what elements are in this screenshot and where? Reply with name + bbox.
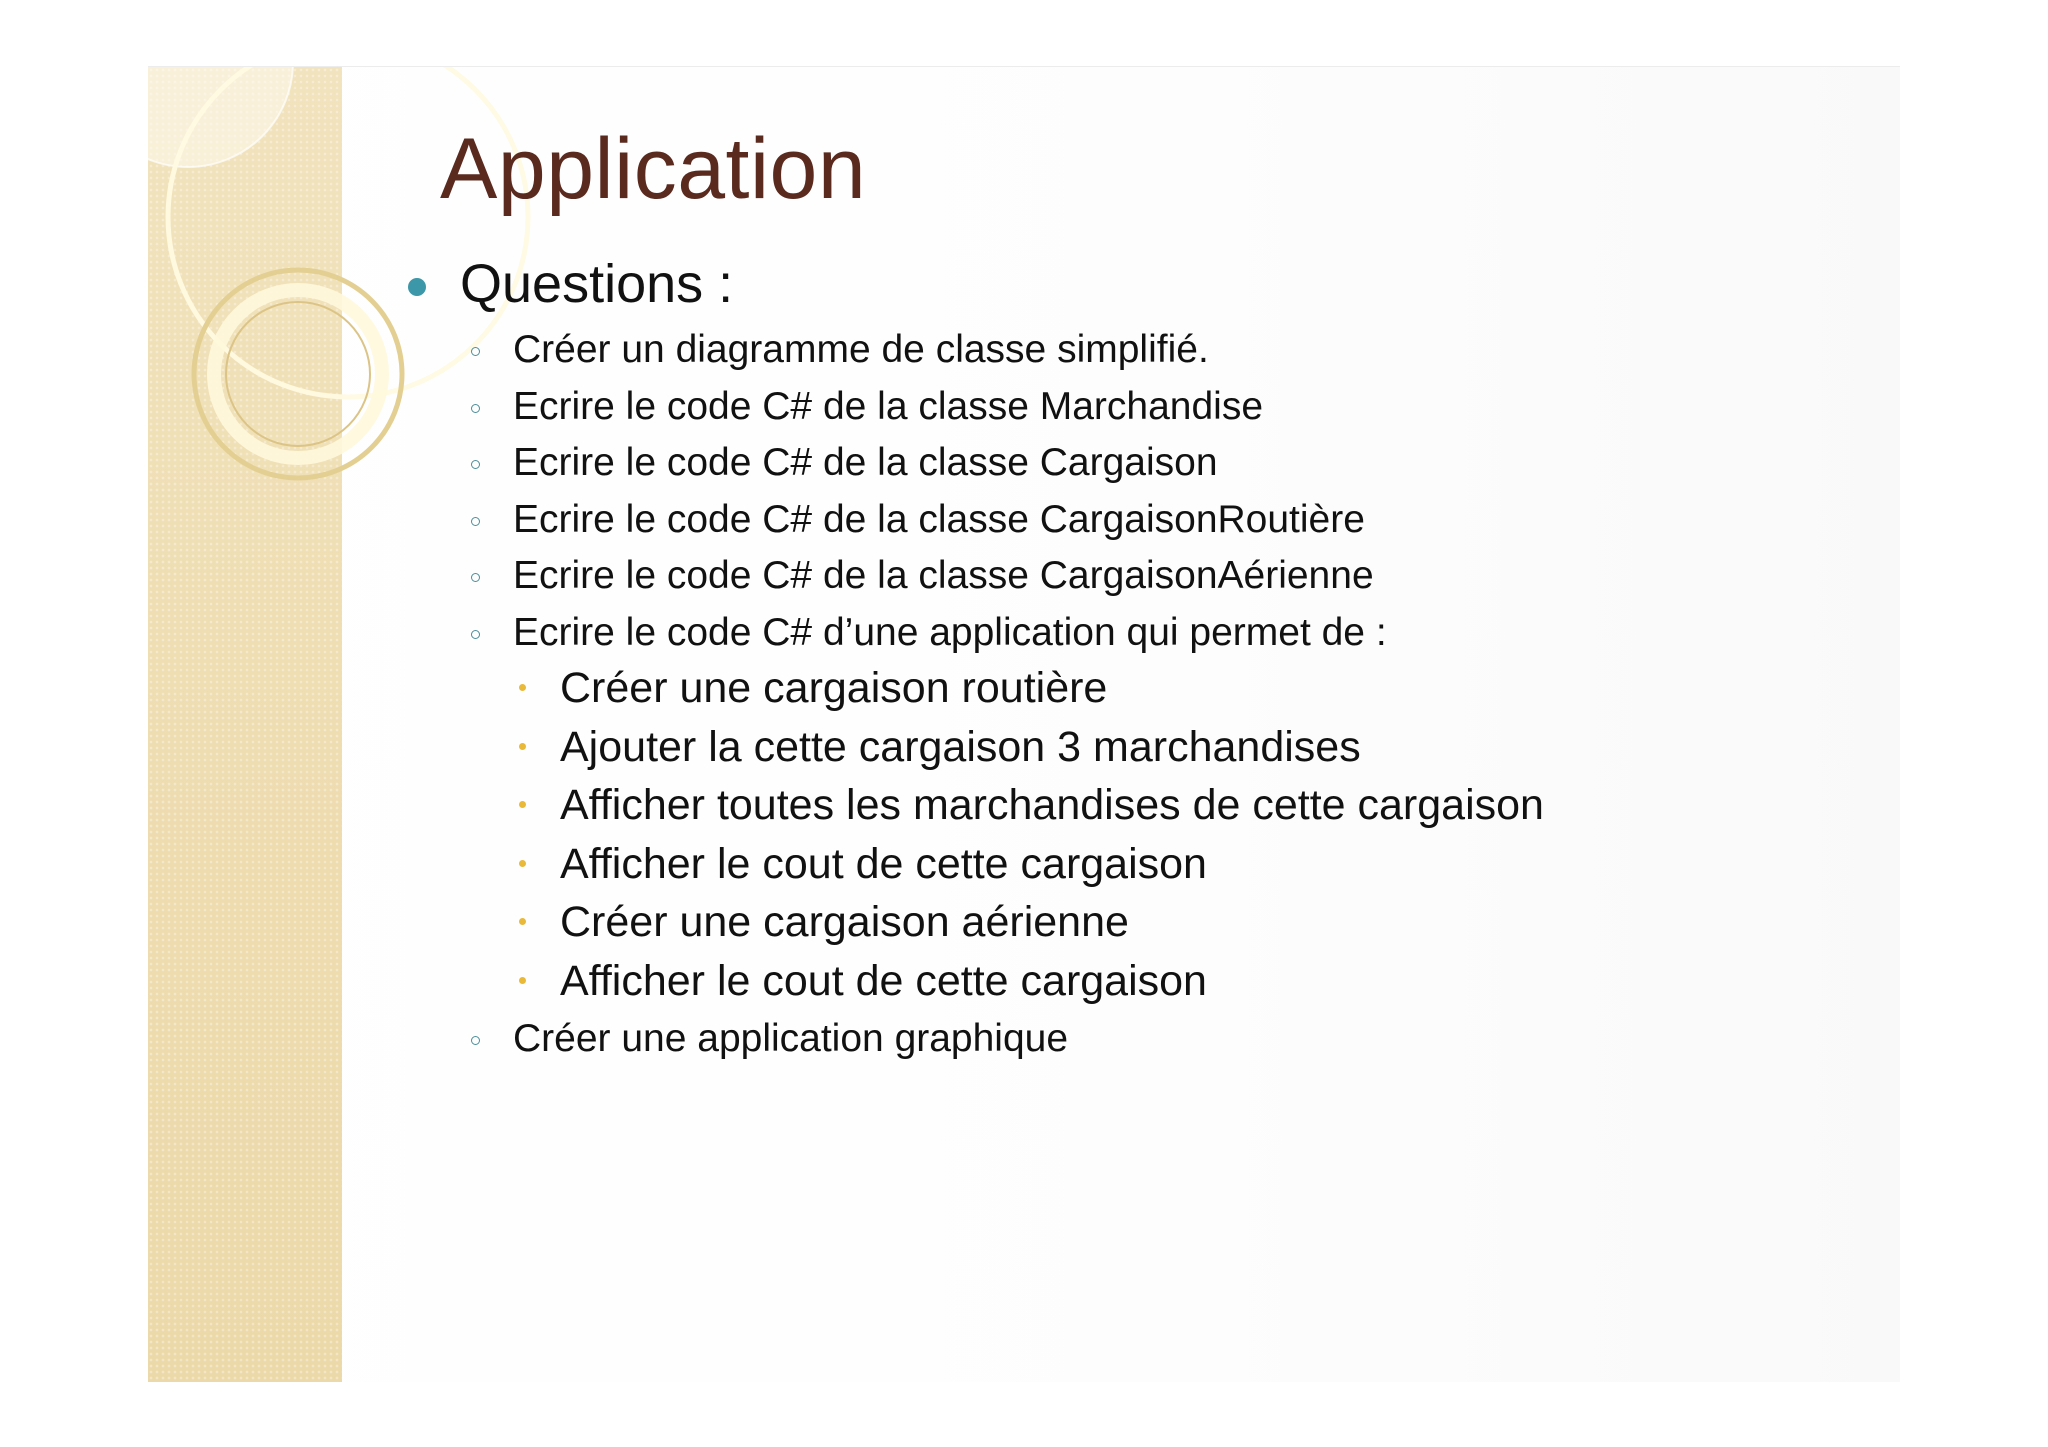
level2-bullet-icon [471, 347, 480, 356]
sub-list-item: Créer une cargaison routière [560, 664, 1108, 712]
level3-bullet-icon [519, 918, 526, 925]
list-item: Ecrire le code C# de la classe CargaisonRoutière [513, 498, 1365, 541]
decorative-circles-icon [148, 67, 342, 567]
sub-list-item: Afficher le cout de cette cargaison [560, 957, 1207, 1005]
list-item: Créer une application graphique [513, 1017, 1069, 1060]
level3-bullet-icon [519, 684, 526, 691]
sub-list-item: Afficher le cout de cette cargaison [560, 840, 1207, 888]
level3-bullet-icon [519, 977, 526, 984]
list-item: Ecrire le code C# de la classe CargaisonAérienne [513, 554, 1374, 597]
level2-bullet-icon [471, 460, 480, 469]
level2-bullet-icon [471, 404, 480, 413]
level2-bullet-icon [471, 1036, 480, 1045]
list-item: Ecrire le code C# d’une application qui permet de : [513, 611, 1387, 654]
list-item: Créer un diagramme de classe simplifié. [513, 328, 1209, 371]
level3-bullet-icon [519, 743, 526, 750]
list-item: Ecrire le code C# de la classe Cargaison [513, 441, 1218, 484]
sub-list-item: Afficher toutes les marchandises de cette cargaison [560, 781, 1544, 829]
level3-bullet-icon [519, 801, 526, 808]
level2-bullet-icon [471, 630, 480, 639]
slide-title: Application [440, 121, 867, 217]
sub-list-item: Créer une cargaison aérienne [560, 898, 1129, 946]
list-item: Ecrire le code C# de la classe Marchandise [513, 385, 1264, 428]
sub-list-item: Ajouter la cette cargaison 3 marchandises [560, 723, 1361, 771]
level2-bullet-icon [471, 517, 480, 526]
level2-bullet-icon [471, 573, 480, 582]
level3-bullet-icon [519, 860, 526, 867]
section-heading: Questions : [460, 254, 734, 314]
level1-bullet-icon [408, 278, 426, 296]
